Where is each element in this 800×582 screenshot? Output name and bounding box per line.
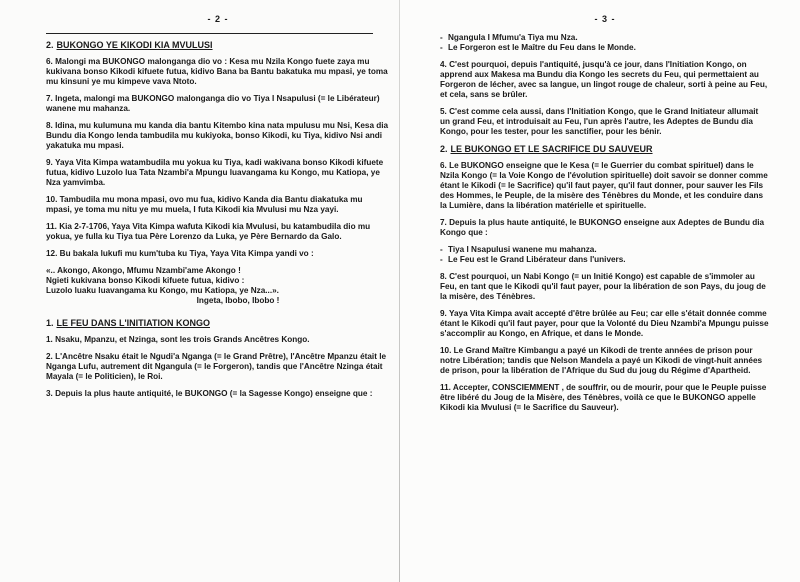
quote-line: «.. Akongo, Akongo, Mfumu Nzambi'ame Akongo ! <box>46 266 241 275</box>
paragraph-7: 7. Depuis la plus haute antiquité, le BUKONGO enseigne aux Adeptes de Bundu dia Kongo que : <box>440 218 765 237</box>
paragraph-6: 6. Malongi ma BUKONGO malonganga dio vo : Kesa mu Nzila Kongo fuete zaya mu kukivana bonso Kikodi kifuete futua, kidivo Bana ba Bantu bakatuka mu mpasi, ye toma mu kinsuni ye mu kimpeve vava Ntoto. <box>46 57 388 86</box>
paragraph-7: 7. Ingeta, malongi ma BUKONGO malonganga dio vo Tiya I Nsapulusi (= le Libérateur) wanene mu mahanza. <box>46 94 380 113</box>
list-item: - Le Forgeron est le Maître du Feu dans le Monde. <box>440 43 636 52</box>
section-title: LE FEU DANS L'INITIATION KONGO <box>56 318 210 328</box>
paragraph-10: 10. Tambudila mu mona mpasi, ovo mu fua, kidivo Kanda dia Bantu diakatuka mu mpasi, ye toma mu nitu ye mu muela, I futa Kikodi kia Mvulusi mu Nza yayi. <box>46 195 363 214</box>
paragraph-9: 9. Yaya Vita Kimpa watambudila mu yokua ku Tiya, kadi wakivana bonso Kikodi kifuete futua, kidivo Luzolo lua Tata Nzambi'a Mpungu luavangama ku Kongo, mu Katiopa, ye Nza yamvimba. <box>46 158 384 187</box>
paragraph-6: 6. Le BUKONGO enseigne que le Kesa (= le Guerrier du combat spirituel) dans le Nzila Kongo (= la Voie Kongo de l'évolution spirituelle) doit savoir se donner comme étant le Kikodi (= le Sacrifice) qu'il faut payer, qu'il faut donner, pour sauver les Fils des Hommes, le Peuple, de la misère des Ténèbres du Monde, et les conduire dans la Lumière, dans la libération matérielle et spirituelle. <box>440 161 768 210</box>
dash-list-mid <box>440 245 770 265</box>
paragraph-10: 10. Le Grand Maître Kimbangu a payé un Kikodi de trente années de prison pour notre Libération; tandis que Nelson Mandela a payé un Kikodi de vingt-huit années de prison, pour la libération de l'Afrique du Sud du joug du Régime d'Apartheid. <box>440 346 763 375</box>
section-heading-feu-initiation <box>46 318 390 328</box>
quote-closing: Ingeta, Ibobo, Ibobo ! <box>196 296 280 305</box>
section-heading-sacrifice-sauveur <box>440 144 770 154</box>
paragraph-1: 1. Nsaku, Mpanzu, et Nzinga, sont les trois Grands Ancêtres Kongo. <box>46 335 310 344</box>
header-rule <box>46 33 373 34</box>
paragraph-12: 12. Bu bakala lukufi mu kum'tuba ku Tiya, Yaya Vita Kimpa yandi vo : <box>46 249 314 258</box>
quote-line: Luzolo luaku luavangama ku Kongo, mu Katiopa, ye Nza...». <box>46 286 279 295</box>
paragraph-2: 2. L'Ancêtre Nsaku était le Ngudi'a Nganga (= le Grand Prêtre), l'Ancêtre Mpanzu était le Nganga Lufu, autrement dit Ngangula (= le Forgeron), tandis que l'Ancêtre Nzinga était Mayala (= le Politicien), le Roi. <box>46 352 387 381</box>
paragraph-4: 4. C'est pourquoi, depuis l'antiquité, jusqu'à ce jour, dans l'Initiation Kongo, on apprend aux Makesa ma Bundu dia Kongo les secrets du Feu, qui permettaient au Forgeron de lécher, avec sa langue, un lingot rouge de chaleur, sorti à peine au Feu, et cela, sans se brûler. <box>440 60 768 99</box>
page-number-right: - 3 - <box>594 14 616 24</box>
paragraph-8: 8. Idina, mu kulumuna mu kanda dia bantu Kitembo kina nata mpulusu mu Nsi, Kesa dia Bundu dia Kongo lenda tambudila mu kukiyoka, bonso Kikodi, ku Tiya, kidivo Nsi andi yakatuka mu mpasi. <box>46 121 389 150</box>
paragraph-11: 11. Accepter, CONSCIEMMENT , de souffrir, ou de mourir, pour que le Peuple puisse être libéré du Joug de la Misère, des Ténèbres, voilà ce que le BUKONGO appelle Kikodi kia Mvulusi (= le Sacrifice du Sauveur). <box>440 383 767 412</box>
page-number-left: - 2 - <box>207 14 229 24</box>
paragraph-11: 11. Kia 2-7-1706, Yaya Vita Kimpa wafuta Kikodi kia Mvulusi, bu katambudila dio mu yokua, ye fulla ku Tiya tua Père Lorenzo da Luka, ye Père Bernardo da Galo. <box>46 222 371 241</box>
dash-list-top <box>440 33 770 53</box>
right-page <box>400 0 800 582</box>
paragraph-8: 8. C'est pourquoi, un Nabi Kongo (= un Initié Kongo) est capable de s'immoler au Feu, en tant que le Kikodi qu'il faut payer, pour la libération de son Pays, du joug de la misère, des Ténèbres. <box>440 272 766 301</box>
list-item: - Tiya I Nsapulusi wanene mu mahanza. <box>440 245 597 254</box>
section-title: BUKONGO YE KIKODI KIA MVULUSI <box>56 40 213 50</box>
section-number: 1. <box>46 318 54 328</box>
quote-line: Ngieti kukivana bonso Kikodi kifuete futua, kidivo : <box>46 276 245 285</box>
section-number: 2. <box>46 40 54 50</box>
section-number: 2. <box>440 144 448 154</box>
section-title: LE BUKONGO ET LE SACRIFICE DU SAUVEUR <box>450 144 653 154</box>
paragraph-9: 9. Yaya Vita Kimpa avait accepté d'être brûlée au Feu; car elle s'était donnée comme étant le Kikodi qu'il faut payer, pour que la Volonté du Dieu Nzambi'a Mpungu puisse s'accomplir au Kongo, en Afrique, et dans le Monde. <box>440 309 769 338</box>
prayer-quote <box>46 266 390 306</box>
paragraph-5: 5. C'est comme cela aussi, dans l'Initiation Kongo, que le Grand Initiateur allumait un grand Feu, et introduisait au Feu, l'un après l'autre, les Adeptes de Bundu dia Kongo, pour les tester, pour les sanctifier, pour les bénir. <box>440 107 759 136</box>
list-item: - Ngangula I Mfumu'a Tiya mu Nza. <box>440 33 578 42</box>
paragraph-3: 3. Depuis la plus haute antiquité, le BUKONGO (= la Sagesse Kongo) enseigne que : <box>46 389 373 398</box>
section-heading-bukongo-kikodi <box>46 40 390 50</box>
list-item: - Le Feu est le Grand Libérateur dans l'univers. <box>440 255 626 264</box>
